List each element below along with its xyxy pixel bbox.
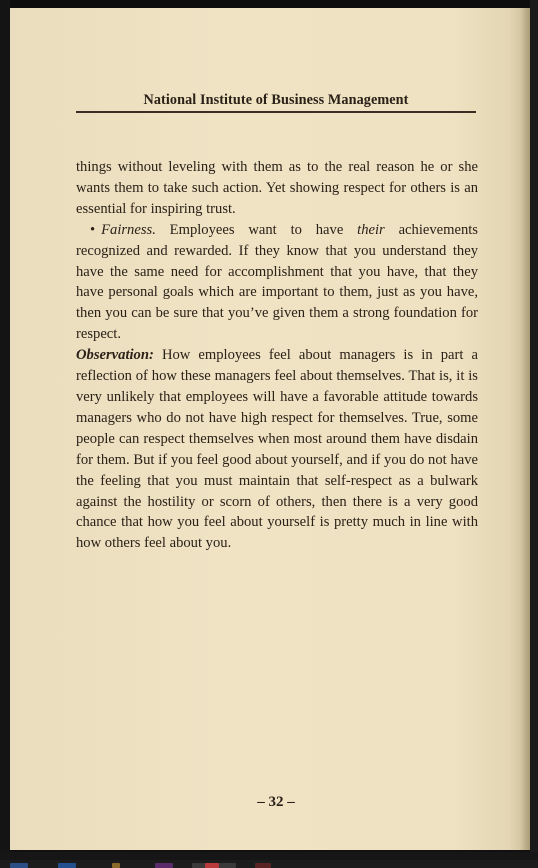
header-rule — [76, 111, 476, 113]
body-text — [76, 157, 478, 554]
fairness-text-b: achievements recognized and rewarded. If they know that you understand they have the same need for accomplishment that you have, that they have personal goals which are important to them, just as you have, then you can be sure that you’ve given them a strong foundation for respect. — [76, 221, 478, 343]
taskbar-icon-4[interactable] — [155, 863, 173, 868]
paragraph-continuation: things without leveling with them as to the real reason he or she wants them to take such action. Yet showing respect for others is an essential for inspiring trust. — [76, 159, 478, 217]
observation-text: How employees feel about managers is in part a reflection of how these managers feel about themselves. That is, it is very unlikely that employees will have a favorable attitude towards managers who do not have high respect for themselves. True, some people can respect themselves when most around them have disdain for them. But if you feel good about yourself, and if you do not have the feeling that you must maintain that self-respect as a bulwark against the hostility or scorn of others, then there is a very good chance that how you feel about yourself is pretty much in line with how others feel about you. — [76, 347, 478, 552]
paragraph-observation — [76, 345, 478, 554]
viewer-frame-top — [0, 0, 538, 8]
book-page — [10, 8, 530, 850]
observation-label: Observation: — [76, 347, 154, 364]
fairness-text-a: Employees want to have — [155, 221, 358, 238]
taskbar-icon-7[interactable] — [255, 863, 271, 868]
page-edge-shadow — [520, 8, 530, 850]
taskbar-icon-2[interactable] — [58, 863, 76, 868]
running-head: National Institute of Business Management — [143, 92, 409, 108]
fairness-term: Fairness. — [101, 221, 156, 238]
page-number: – 32 – — [257, 794, 295, 810]
fairness-emphasis: their — [357, 221, 385, 238]
viewer-frame-right — [530, 0, 538, 868]
taskbar-icon-6[interactable] — [205, 863, 219, 868]
paragraph-fairness — [76, 220, 478, 345]
taskbar-icon-1[interactable] — [10, 863, 28, 868]
taskbar-strip — [0, 860, 538, 868]
bullet-icon: • — [90, 221, 96, 238]
taskbar-icon-3[interactable] — [112, 863, 120, 868]
viewer-frame-left — [0, 0, 10, 868]
